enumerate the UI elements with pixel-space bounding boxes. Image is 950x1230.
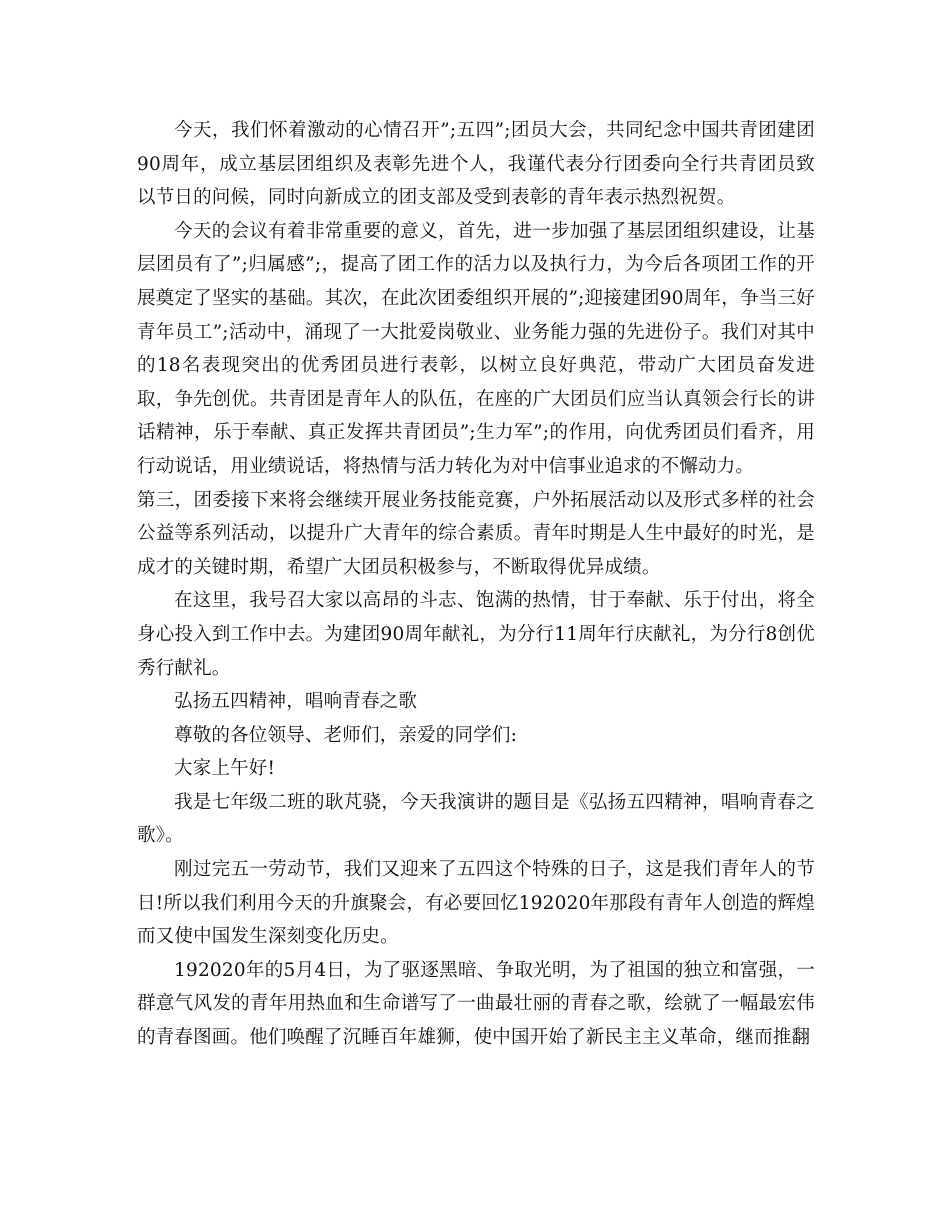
- speech-greeting: 大家上午好!: [174, 758, 276, 780]
- paragraph-meeting-significance: 今天的会议有着非常重要的意义，首先，进一步加强了基层团组织建设，让基层团员有了”;归属感”;，提高了团工作的活力以及执行力，为今后各项团工作的开展奠定了坚实的基础。其次，在此次团委组织开展的”;迎接建团90周年，争当三好青年员工”;活动中，涌现了一大批爱岗敬业、业务能力强的先进份子。我们对其中的18名表现突出的优秀团员进行表彰，以树立良好典范，带动广大团员奋发进取，争先创优。共青团是青年人的队伍，在座的广大团员们应当认真领会行长的讲话精神，乐于奉献、真正发挥共青团员”;生力军”;的作用，向优秀团员们看齐，用行动说话，用业绩说话，将热情与活力转化为对中信事业追求的不懈动力。: [137, 220, 815, 477]
- paragraph-opening-speech: 今天，我们怀着激动的心情召开”;五四”;团员大会，共同纪念中国共青团建团90周年，成立基层团组织及表彰先进个人，我谨代表分行团委向全行共青团员致以节日的问候，同时向新成立的团支部及受到表彰的青年表示热烈祝贺。: [137, 120, 815, 209]
- paragraph-history: 192020年的5月4日，为了驱逐黑暗、争取光明，为了祖国的独立和富强，一群意气风发的青年用热血和生命谱写了一曲最壮丽的青春之歌，绘就了一幅最宏伟的青春图画。他们唤醒了沉睡百年雄狮，使中国开始了新民主主义革命，继而推翻: [137, 959, 815, 1049]
- speech-salutation: 尊敬的各位领导、老师们，亲爱的同学们:: [174, 724, 518, 746]
- paragraph-third-point: 第三，团委接下来将会继续开展业务技能竞赛，户外拓展活动以及形式多样的社会公益等系列活动，以提升广大青年的综合素质。青年时期是人生中最好的时光，是成才的关键时期，希望广大团员积极参与，不断取得优异成绩。: [137, 489, 815, 578]
- document-body: [137, 114, 815, 1055]
- speech-title: 弘扬五四精神，唱响青春之歌: [174, 691, 418, 713]
- paragraph-call-to-action: 在这里，我号召大家以高昂的斗志、饱满的热情，甘于奉献、乐于付出，将全身心投入到工作中去。为建团90周年献礼，为分行11周年行庆献礼，为分行8创优秀行献礼。: [137, 590, 815, 679]
- speech-introduction: 我是七年级二班的耿芃骁，今天我演讲的题目是《弘扬五四精神，唱响青春之歌》。: [137, 791, 815, 847]
- paragraph-may-fourth-day: 刚过完五一劳动节，我们又迎来了五四这个特殊的日子，这是我们青年人的节日!所以我们利用今天的升旗聚会，有必要回忆192020年那段有青年人创造的辉煌而又使中国发生深刻变化历史。: [137, 859, 815, 948]
